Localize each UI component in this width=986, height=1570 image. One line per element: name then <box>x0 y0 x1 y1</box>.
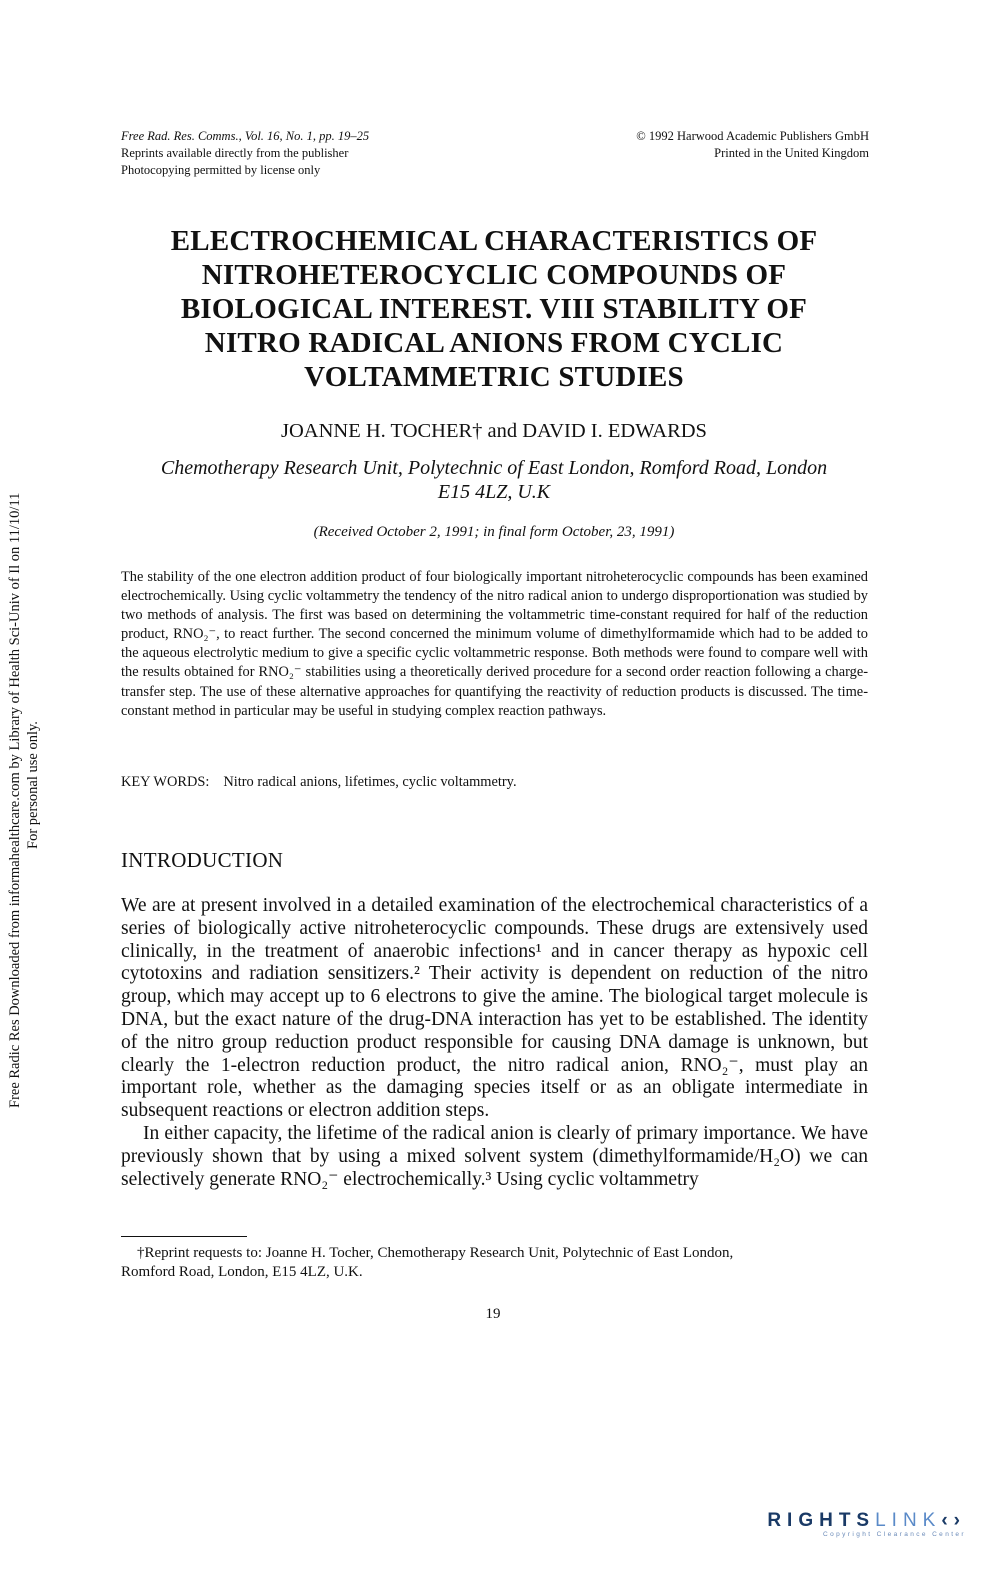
keywords <box>121 774 517 791</box>
personal-use-stamp: For personal use only. <box>25 721 41 849</box>
download-stamp: Free Radic Res Downloaded from informahealthcare.com by Library of Health Sci-Univ of Il on 11/10/11 <box>7 492 23 1108</box>
footnote-divider <box>121 1236 247 1237</box>
affiliation-line: E15 4LZ, U.K <box>437 481 551 503</box>
affiliation <box>120 456 868 504</box>
citation-line: Free Rad. Res. Comms., Vol. 16, No. 1, pp. 19–25 <box>121 129 370 143</box>
section-heading: INTRODUCTION <box>121 848 284 872</box>
copyright-line: © 1992 Harwood Academic Publishers GmbH <box>636 129 869 143</box>
footnote-line: †Reprint requests to: Joanne H. Tocher, Chemotherapy Research Unit, Polytechnic of East London, <box>137 1245 734 1261</box>
title-line: ELECTROCHEMICAL CHARACTERISTICS OF <box>170 225 818 257</box>
paragraph: In either capacity, the lifetime of the radical anion is clearly of primary importance. We have previously shown that by using a mixed solvent system (dimethylformamide/H₂O) we can selectively generate RNO₂⁻ electrochemically.³ Using cyclic voltammetry <box>121 1122 868 1190</box>
reprints-line: Reprints available directly from the publisher <box>121 146 349 160</box>
affiliation-line: Chemotherapy Research Unit, Polytechnic of East London, Romford Road, London <box>160 457 828 479</box>
title-line: BIOLOGICAL INTEREST. VIII STABILITY OF <box>180 293 808 325</box>
article-title <box>120 224 868 394</box>
printed-line: Printed in the United Kingdom <box>714 146 869 160</box>
received-dates: (Received October 2, 1991; in final form October, 23, 1991) <box>313 524 675 540</box>
rightslink-arrows-icon: ‹› <box>941 1510 966 1531</box>
journal-citation <box>121 128 369 179</box>
footnote <box>121 1244 868 1282</box>
title-line: NITROHETEROCYCLIC COMPOUNDS OF <box>201 259 787 291</box>
authors: JOANNE H. TOCHER† and DAVID I. EDWARDS <box>281 420 707 442</box>
page-number: 19 <box>485 1306 501 1322</box>
keywords-value: Nitro radical anions, lifetimes, cyclic voltammetry. <box>223 774 517 790</box>
rightslink-light: LINK <box>875 1510 942 1531</box>
title-line: VOLTAMMETRIC STUDIES <box>304 361 684 393</box>
rightslink-logo[interactable] <box>767 1510 966 1538</box>
rightslink-tagline: Copyright Clearance Center <box>823 1531 966 1538</box>
paragraph: We are at present involved in a detailed examination of the electrochemical characteristics of a series of biologically active nitroheterocyclic compounds. These drugs are extensively used clinically, in the treatment of anaerobic infections¹ and in cancer therapy as hypoxic cell cytotoxins and radiation sensitizers.² Their activity is dependent on reduction of the nitro group, which may accept up to 6 electrons to give the amine. The biological target molecule is DNA, but the exact nature of the drug-DNA interaction has yet to be established. The identity of the nitro group reduction product responsible for causing DNA damage is unknown, but clearly the 1-electron reduction product, the nitro radical anion, RNO₂⁻, must play an important role, whether as the damaging species itself or as an obligate intermediate in subsequent reactions or electron addition steps. <box>121 895 868 1122</box>
copyright-notice <box>636 128 869 162</box>
keywords-label: KEY WORDS: <box>121 774 210 790</box>
footnote-line: Romford Road, London, E15 4LZ, U.K. <box>121 1264 363 1280</box>
body-text <box>121 895 868 1191</box>
abstract: The stability of the one electron addition product of four biologically important nitroheterocyclic compounds has been examined electrochemically. Using cyclic voltammetry the tendency of the nitro radical anion to undergo disproportionation was studied by two methods of analysis. The first was based on determining the voltammetric time-constant required for half of the reduction product, RNO₂⁻, to react further. The second concerned the minimum volume of dimethylformamide which had to be added to the aqueous electrolytic medium to give a specific cyclic voltammetric response. Both methods were found to compare well with the results obtained for RNO₂⁻ stabilities using a theoretically derived procedure for a second order reaction following a charge-transfer step. The use of these alternative approaches for quantifying the reactivity of reduction products is discussed. The time-constant method in particular may be useful in studying complex reaction pathways. <box>121 569 868 719</box>
rightslink-wordmark <box>767 1510 966 1532</box>
rightslink-dark: RIGHTS <box>767 1510 876 1531</box>
title-line: NITRO RADICAL ANIONS FROM CYCLIC <box>204 327 784 359</box>
photocopying-line: Photocopying permitted by license only <box>121 163 321 177</box>
